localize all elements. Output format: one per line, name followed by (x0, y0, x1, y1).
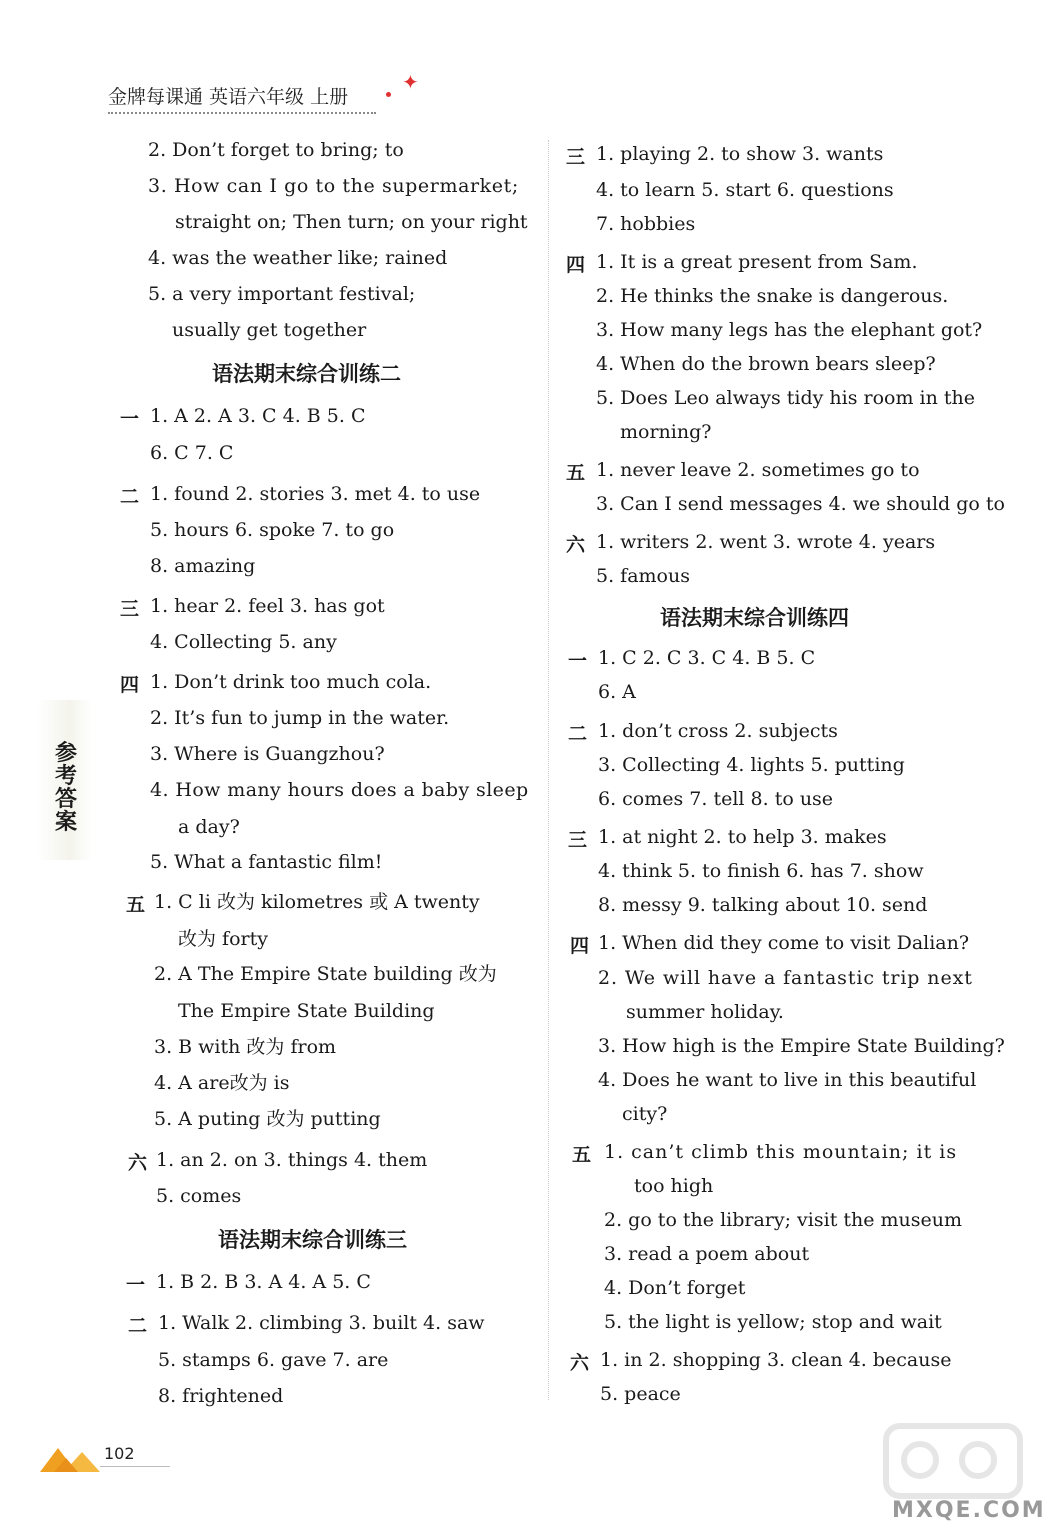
watermark-text: MXQE.COM (892, 1498, 1046, 1523)
section-number: 三 (120, 598, 140, 620)
section-heading: 语法期末综合训练二 (212, 362, 401, 386)
answer-line: 6. C 7. C (150, 442, 234, 464)
section-number: 一 (126, 1274, 146, 1296)
section-number: 三 (568, 829, 588, 851)
section-number: 四 (120, 674, 140, 696)
answer-line: straight on; Then turn; on your right (175, 211, 528, 233)
answer-line: 5. famous (596, 565, 690, 587)
star-icon: ✦ (402, 70, 419, 94)
section-number: 三 (566, 146, 586, 168)
answer-line: summer holiday. (626, 1001, 784, 1023)
answer-line: 6. A (598, 681, 636, 703)
section-heading: 语法期末综合训练三 (218, 1228, 407, 1252)
answer-line: 5. the light is yellow; stop and wait (604, 1311, 942, 1333)
answer-line: 3. read a poem about (604, 1243, 810, 1265)
answer-line: 改为 forty (178, 928, 268, 950)
answer-line: 5. hours 6. spoke 7. to go (150, 519, 395, 541)
answer-line: 1. When did they come to visit Dalian? (598, 932, 970, 954)
answer-line: 2. He thinks the snake is dangerous. (596, 285, 949, 307)
answer-line: morning? (620, 421, 712, 443)
book-title: 金牌每课通 英语六年级 上册 (108, 86, 349, 108)
answer-line: 8. amazing (150, 555, 256, 577)
answer-line: 1. don’t cross 2. subjects (598, 720, 838, 742)
answer-line: 3. Collecting 4. lights 5. putting (598, 754, 905, 776)
answer-line: 4. How many hours does a baby sleep (150, 779, 529, 801)
answer-line: a day? (178, 816, 240, 838)
answer-line: The Empire State Building (178, 1000, 435, 1022)
answer-line: 4. was the weather like; rained (148, 247, 448, 269)
answer-line: 2. It’s fun to jump in the water. (150, 707, 450, 729)
answer-line: 4. to learn 5. start 6. questions (596, 179, 894, 201)
answer-line: 3. B with 改为 from (154, 1036, 337, 1058)
answer-line: 3. How many legs has the elephant got? (596, 319, 983, 341)
section-number: 五 (566, 462, 586, 484)
answer-line: 5. stamps 6. gave 7. are (158, 1349, 389, 1371)
answer-line: 1. Don’t drink too much cola. (150, 671, 432, 693)
answer-line: 1. It is a great present from Sam. (596, 251, 918, 273)
side-label: 参考答案 (54, 741, 77, 835)
answer-line: 4. Don’t forget (604, 1277, 746, 1299)
answer-line: 1. an 2. on 3. things 4. them (156, 1149, 428, 1171)
answer-line: 1. in 2. shopping 3. clean 4. because (600, 1349, 952, 1371)
answer-line: usually get together (172, 319, 367, 341)
answer-line: 3. Where is Guangzhou? (150, 743, 385, 765)
answer-line: 1. can’t climb this mountain; it is (604, 1141, 958, 1163)
section-number: 二 (128, 1315, 148, 1337)
answer-line: 5. Does Leo always tidy his room in the (596, 387, 975, 409)
section-number: 一 (120, 408, 140, 430)
section-number: 六 (128, 1152, 148, 1174)
footer-rule (100, 1466, 170, 1467)
answer-line: 7. hobbies (596, 213, 696, 235)
answer-line: 2. We will have a fantastic trip next (598, 967, 973, 989)
answer-line: 2. go to the library; visit the museum (604, 1209, 963, 1231)
header-dotted-rule (108, 112, 376, 114)
answer-line: 5. peace (600, 1383, 681, 1405)
answer-line: 5. A puting 改为 putting (154, 1108, 381, 1130)
column-divider (548, 140, 549, 1400)
dot-icon (386, 92, 391, 97)
section-number: 四 (570, 935, 590, 957)
answer-line: 1. A 2. A 3. C 4. B 5. C (150, 405, 366, 427)
answer-line: 2. Don’t forget to bring; to (148, 139, 404, 161)
answer-line: 3. Can I send messages 4. we should go to (596, 493, 1005, 515)
answer-line: 4. think 5. to finish 6. has 7. show (598, 860, 924, 882)
section-number: 六 (570, 1352, 590, 1374)
answer-line: 4. A are改为 is (154, 1072, 290, 1094)
answer-line: 5. a very important festival; (148, 283, 416, 305)
answer-line: 1. B 2. B 3. A 4. A 5. C (156, 1271, 371, 1293)
answer-line: 4. When do the brown bears sleep? (596, 353, 936, 375)
answer-line: city? (622, 1103, 668, 1125)
answer-line: 4. Collecting 5. any (150, 631, 337, 653)
answer-line: 1. hear 2. feel 3. has got (150, 595, 385, 617)
answer-line: 2. A The Empire State building 改为 (154, 963, 497, 985)
section-heading: 语法期末综合训练四 (660, 606, 849, 630)
section-number: 六 (566, 534, 586, 556)
section-number: 二 (568, 723, 588, 745)
answer-line: 5. comes (156, 1185, 242, 1207)
answer-line: 1. found 2. stories 3. met 4. to use (150, 483, 481, 505)
answer-line: 4. Does he want to live in this beautiful (598, 1069, 977, 1091)
answer-line: 1. Walk 2. climbing 3. built 4. saw (158, 1312, 485, 1334)
answer-line: 1. C 2. C 3. C 4. B 5. C (598, 647, 816, 669)
answer-line: 1. playing 2. to show 3. wants (596, 143, 884, 165)
section-number: 一 (568, 650, 588, 672)
answer-line: 1. never leave 2. sometimes go to (596, 459, 920, 481)
answer-line: 3. How high is the Empire State Building? (598, 1035, 1005, 1057)
section-number: 五 (572, 1144, 592, 1166)
answer-line: 5. What a fantastic film! (150, 851, 383, 873)
section-number: 五 (126, 894, 146, 916)
section-number: 二 (120, 486, 140, 508)
answer-line: 8. frightened (158, 1385, 284, 1407)
answer-line: 1. writers 2. went 3. wrote 4. years (596, 531, 936, 553)
answer-line: 3. How can I go to the supermarket; (148, 175, 519, 197)
page-header (108, 82, 388, 109)
answer-line: 1. C li 改为 kilometres 或 A twenty (154, 891, 480, 913)
answer-line: 1. at night 2. to help 3. makes (598, 826, 887, 848)
answer-line: 8. messy 9. talking about 10. send (598, 894, 928, 916)
mountain-icon (36, 1440, 106, 1476)
section-number: 四 (566, 254, 586, 276)
page-number: 102 (104, 1444, 135, 1463)
answer-line: 6. comes 7. tell 8. to use (598, 788, 834, 810)
answer-line: too high (634, 1175, 714, 1197)
